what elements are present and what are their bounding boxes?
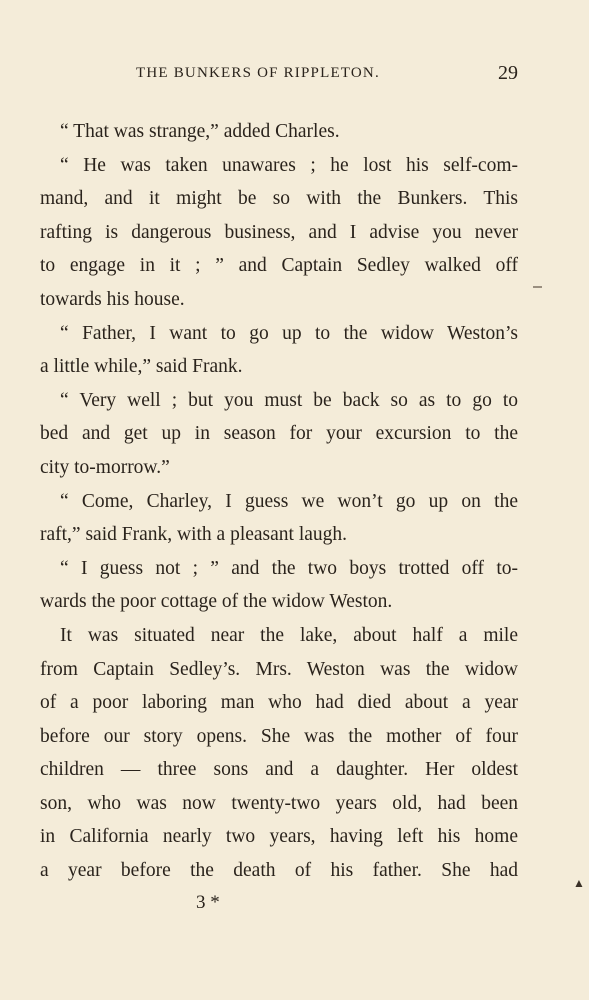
text-line: It was situated near the lake, about half a mile <box>60 624 518 646</box>
text-line: rafting is dangerous business, and I advise you never <box>40 221 518 243</box>
body-text <box>40 115 518 888</box>
text-line: a year before the death of his father. She had <box>40 860 518 882</box>
text-line: “ Come, Charley, I guess we won’t go up on the <box>60 490 518 512</box>
text-line: towards his house. <box>40 288 185 310</box>
text-line: a little while,” said Frank. <box>40 356 243 378</box>
text-line: in California nearly two years, having left his home <box>40 826 518 848</box>
text-line: raft,” said Frank, with a pleasant laugh. <box>40 524 348 546</box>
running-head <box>40 62 518 86</box>
running-title: THE BUNKERS OF RIPPLETON. <box>136 65 380 81</box>
text-line: children — three sons and a daughter. Her oldest <box>40 759 518 781</box>
margin-arrow-icon: ▲ <box>573 876 585 890</box>
text-line: “ I guess not ; ” and the two boys trotted off to- <box>60 557 518 579</box>
text-line: wards the poor cottage of the widow Weston. <box>40 591 393 613</box>
text-line: “ He was taken unawares ; he lost his self-com- <box>60 154 518 176</box>
signature-mark: 3 * <box>196 892 220 913</box>
text-line: city to-morrow.” <box>40 456 170 478</box>
text-line: mand, and it might be so with the Bunkers. This <box>40 188 518 210</box>
margin-mark <box>533 286 542 288</box>
text-line: from Captain Sedley’s. Mrs. Weston was the widow <box>40 658 518 680</box>
text-line: before our story opens. She was the mother of four <box>40 725 518 747</box>
text-line: “ That was strange,” added Charles. <box>60 121 340 142</box>
text-line: of a poor laboring man who had died about a year <box>40 692 518 714</box>
text-line: son, who was now twenty-two years old, had been <box>40 792 518 814</box>
text-line: bed and get up in season for your excursion to the <box>40 423 518 445</box>
text-line: “ Father, I want to go up to the widow Weston’s <box>60 322 518 344</box>
text-line: “ Very well ; but you must be back so as to go to <box>60 389 518 411</box>
text-line: to engage in it ; ” and Captain Sedley walked off <box>40 255 518 277</box>
page-number: 29 <box>498 62 518 84</box>
